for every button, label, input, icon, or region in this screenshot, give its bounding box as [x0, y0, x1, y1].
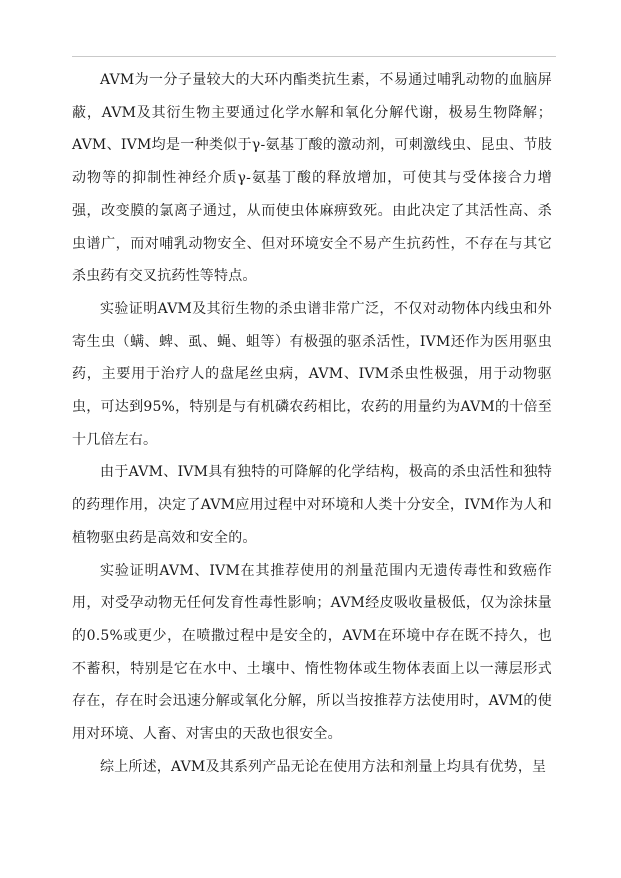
paragraph-avm-properties: AVM为一分子量较大的大环内酯类抗生素，不易通过哺乳动物的血脑屏蔽，AVM及其衍生物主要通过化学水解和氧化分解代谢，极易生物降解；AVM、IVM均是一种类似于γ-氨基丁酸的激动剂，可刺激线虫、昆虫、节肢动物等的抑制性神经介质γ-氨基丁酸的释放增加，可使其与受体接合力增强，改变膜的氯离子通过，从而使虫体麻痹致死。由此决定了其活性高、杀虫谱广，而对哺乳动物安全、但对环境安全不易产生抗药性，不存在与其它杀虫药有交叉抗药性等特点。 — [72, 72, 552, 285]
header-divider — [72, 56, 556, 57]
document-body — [72, 64, 552, 783]
paragraph-summary: 综上所述，AVM及其系列产品无论在使用方法和剂量上均具有优势，呈 — [100, 758, 547, 775]
paragraph-safety-evidence: 实验证明AVM、IVM在其推荐使用的剂量范围内无遗传毒性和致癌作用，对受孕动物无任何发育性毒性影响；AVM经皮吸收量极低，仅为涂抹量的0.5%或更少，在喷撒过程中是安全的，AVM在环境中存在既不持久，也不蓄积，特别是它在水中、土壤中、惰性物体或生物体表面上以一薄层形式存在，存在时会迅速分解或氧化分解，所以当按推荐方法使用时，AVM的使用对环境、人畜、对害虫的天敌也很安全。 — [72, 562, 552, 743]
paragraph-degradable-structure: 由于AVM、IVM具有独特的可降解的化学结构，极高的杀虫活性和独特的药理作用，决定了AVM应用过程中对环境和人类十分安全，IVM作为人和植物驱虫药是高效和安全的。 — [72, 464, 552, 546]
paragraph-insecticidal-spectrum: 实验证明AVM及其衍生物的杀虫谱非常广泛，不仅对动物体内线虫和外寄生虫（螨、蜱、虱、蝇、蛆等）有极强的驱杀活性，IVM还作为医用驱虫药，主要用于治疗人的盘尾丝虫病，AVM、IVM杀虫性极强，用于动物驱虫，可达到95%，特别是与有机磷农药相比，农药的用量约为AVM的十倍至十几倍左右。 — [72, 300, 552, 448]
